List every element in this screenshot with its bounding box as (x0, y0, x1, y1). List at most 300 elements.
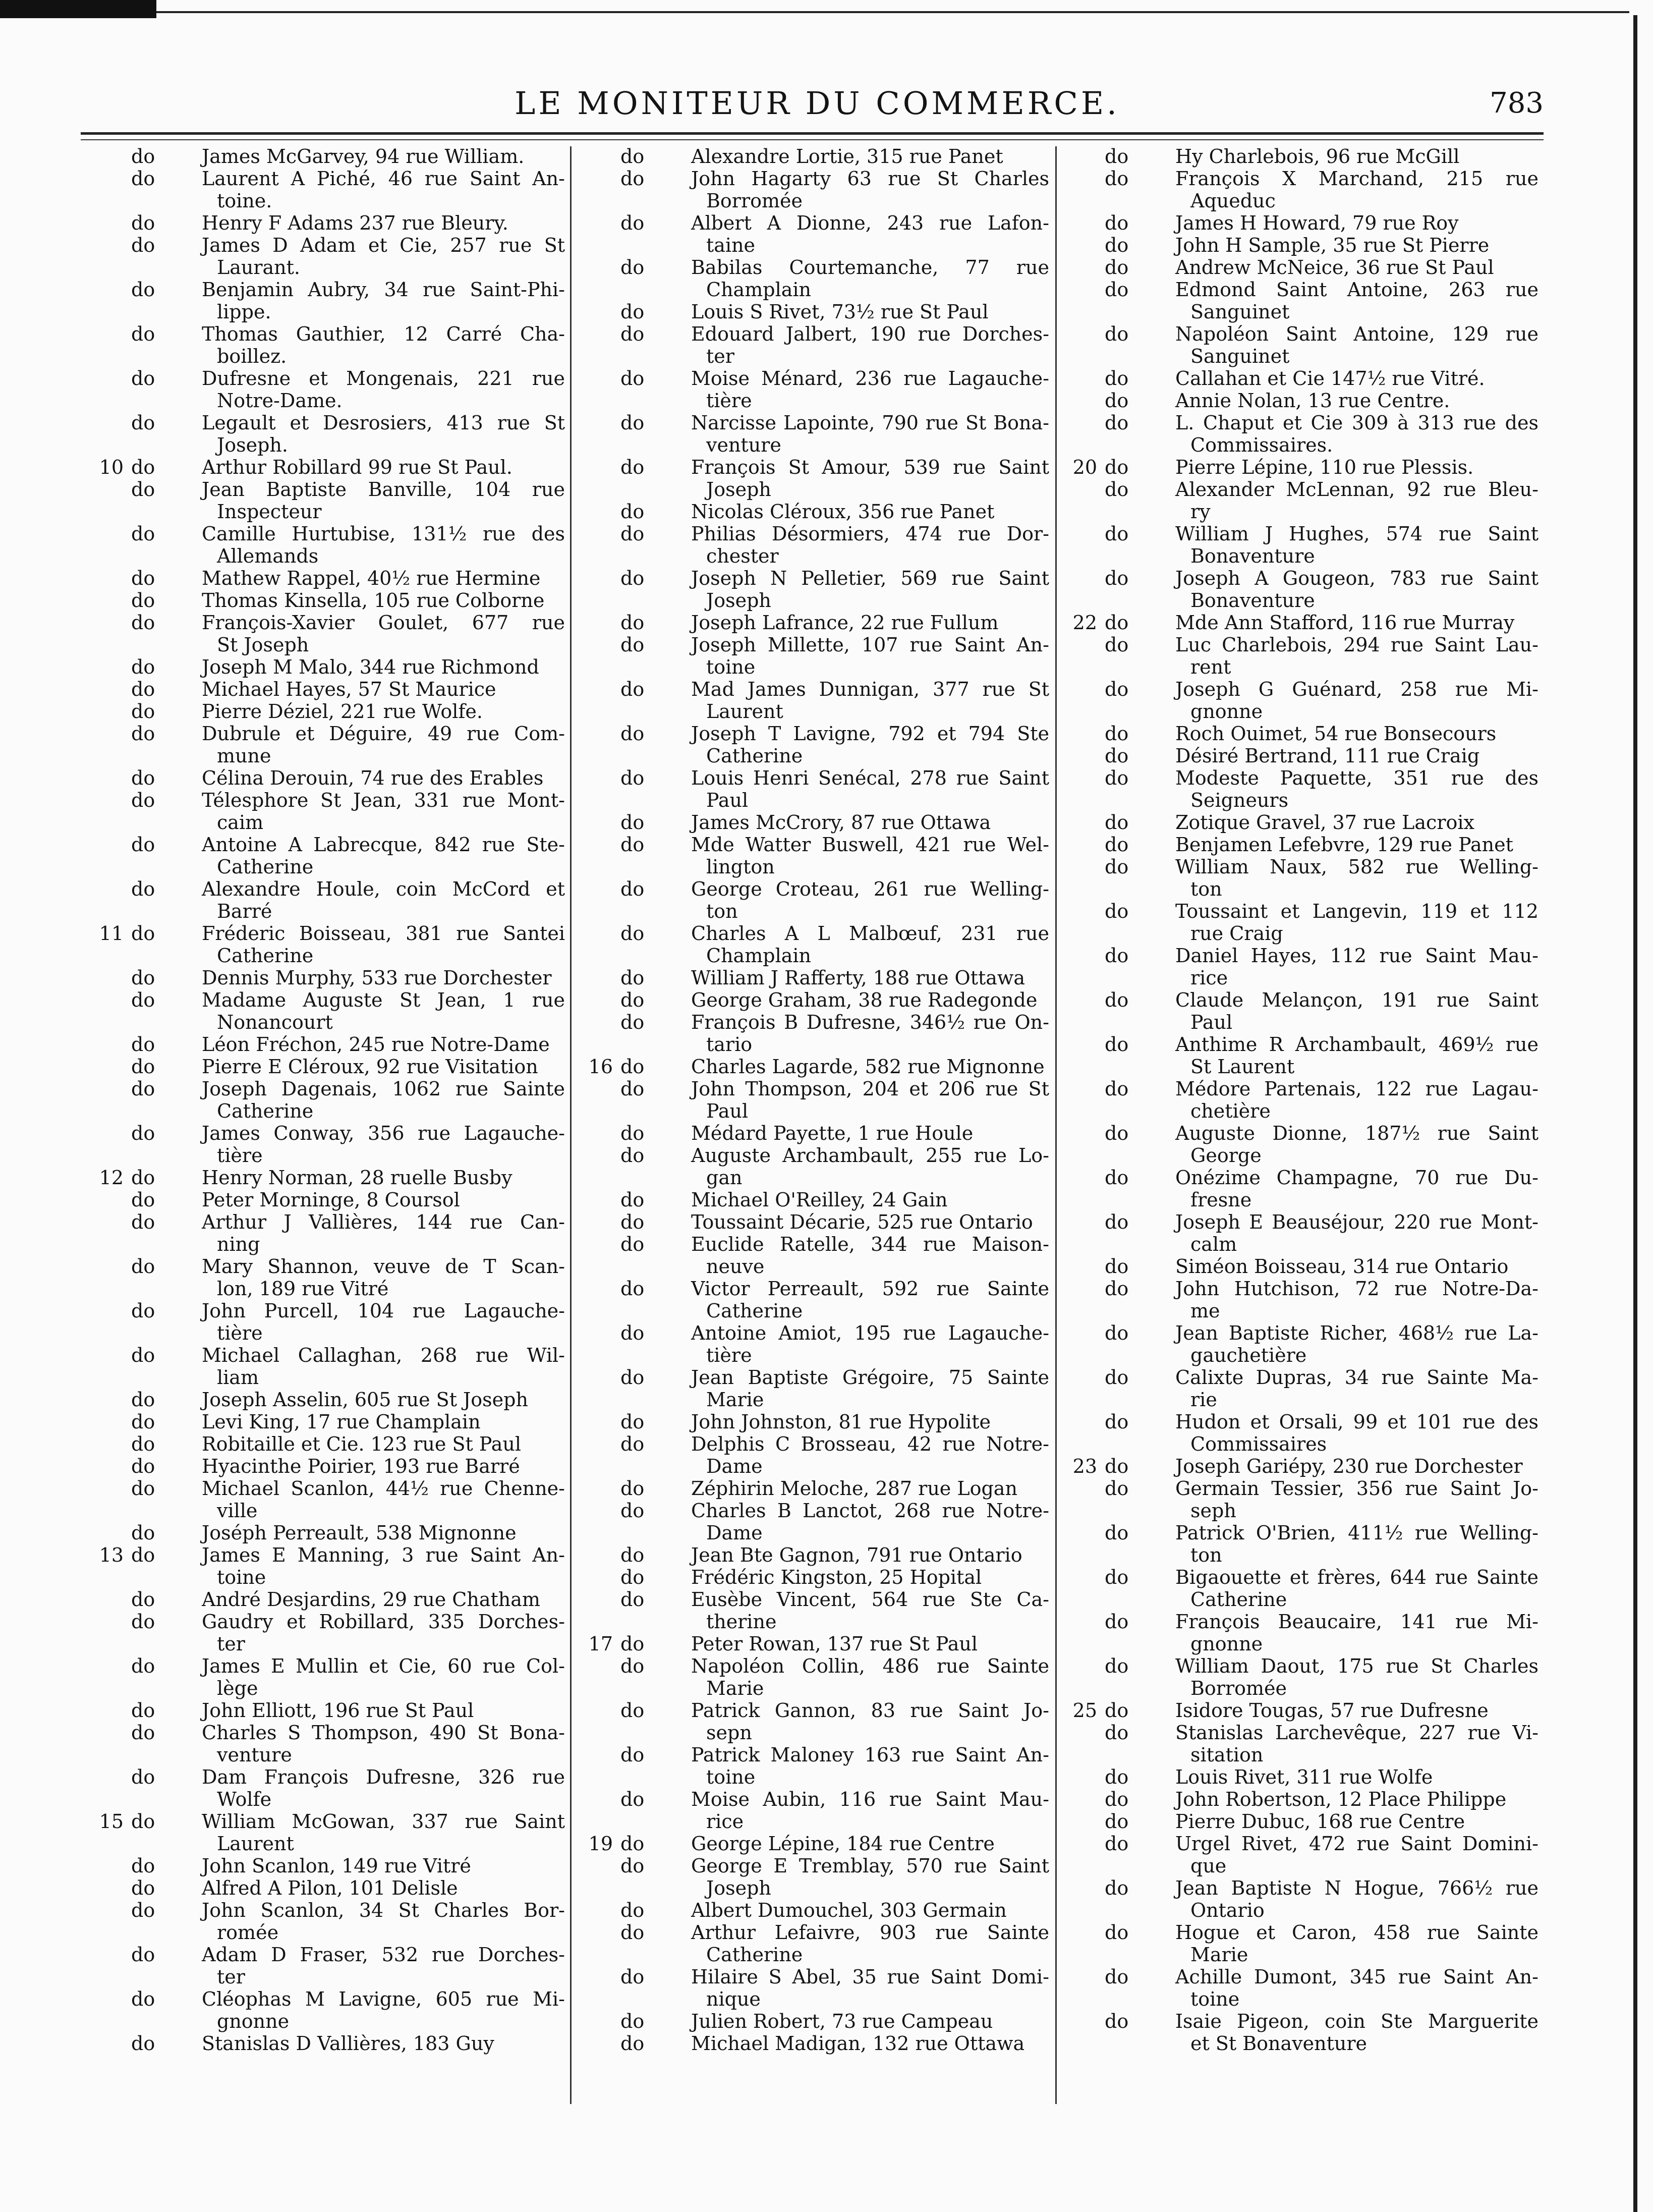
entry-ditto-mark: do (131, 767, 155, 789)
directory-entry (1059, 678, 1544, 723)
directory-entry (1059, 989, 1544, 1033)
directory-entry (86, 1611, 570, 1655)
entry-continuation: Inspecteur (217, 501, 322, 523)
entry-continuation: toine (706, 656, 756, 678)
directory-entry (575, 1011, 1054, 1056)
directory-entry (575, 1122, 1054, 1144)
entry-ditto-mark: do (1105, 1455, 1129, 1477)
entry-continuation: ter (706, 345, 734, 367)
entry-name-address: Germain Tessier, 356 rue Saint Jo- (1175, 1477, 1538, 1500)
entry-ditto-mark: do (1105, 145, 1129, 168)
entry-ditto-mark: do (131, 922, 155, 945)
directory-entry (86, 1078, 570, 1122)
entry-ditto-mark: do (1105, 945, 1129, 967)
directory-entry (1059, 1167, 1544, 1211)
entry-name-address: François-Xavier Goulet, 677 rue (202, 612, 565, 634)
entry-name-address: Annie Nolan, 13 rue Centre. (1175, 390, 1450, 412)
entry-continuation: Catherine (217, 1100, 314, 1122)
entry-name-address: William McGowan, 337 rue Saint (202, 1810, 565, 1833)
directory-entry (575, 922, 1054, 967)
entry-name-address: Modeste Paquette, 351 rue des (1175, 767, 1538, 789)
entry-ditto-mark: do (131, 656, 155, 678)
directory-entry (1059, 390, 1544, 412)
entry-ditto-mark: do (131, 1477, 155, 1500)
directory-entry (1059, 1810, 1544, 1833)
directory-entry (1059, 634, 1544, 678)
directory-entry (86, 478, 570, 523)
directory-entry (86, 1522, 570, 1544)
directory-entry (1059, 2010, 1544, 2055)
entry-continuation: tière (217, 1144, 263, 1167)
directory-entry (575, 256, 1054, 301)
directory-entry (575, 501, 1054, 523)
entry-ditto-mark: do (620, 1966, 645, 1988)
directory-entry (1059, 1122, 1544, 1167)
entry-ditto-mark: do (131, 589, 155, 612)
page-title: LE MONITEUR DU COMMERCE. (515, 85, 1120, 122)
entry-continuation: neuve (706, 1255, 765, 1278)
entry-continuation: ton (1190, 1544, 1222, 1566)
directory-entry (86, 1699, 570, 1722)
directory-entry (1059, 567, 1544, 612)
directory-entry (1059, 1522, 1544, 1566)
entry-ditto-mark: do (1105, 2010, 1129, 2032)
directory-entry (86, 1167, 570, 1189)
entry-ditto-mark: do (131, 967, 155, 989)
entry-ditto-mark: do (131, 678, 155, 700)
entry-ditto-mark: do (620, 567, 645, 589)
directory-entry (575, 168, 1054, 212)
entry-date-number: 20 (1072, 456, 1097, 478)
entry-name-address: Joseph G Guénard, 258 rue Mi- (1175, 678, 1538, 700)
entry-date-number: 23 (1072, 1455, 1097, 1477)
entry-ditto-mark: do (1105, 234, 1129, 256)
entry-continuation: ville (217, 1500, 258, 1522)
directory-column-2 (575, 145, 1054, 2108)
entry-continuation: lège (217, 1677, 258, 1699)
entry-date-number: 22 (1072, 612, 1097, 634)
entry-ditto-mark: do (1105, 168, 1129, 190)
entry-name-address: James E Manning, 3 rue Saint An- (202, 1544, 565, 1566)
directory-entry (1059, 945, 1544, 989)
directory-entry (1059, 811, 1544, 834)
entry-name-address: Calixte Dupras, 34 rue Sainte Ma- (1175, 1366, 1538, 1389)
entry-name-address: John Hutchison, 72 rue Notre-Da- (1175, 1278, 1538, 1300)
directory-entry (86, 878, 570, 922)
entry-continuation: Champlain (706, 945, 811, 967)
entry-date-number: 12 (99, 1167, 124, 1189)
entry-name-address: Edmond Saint Antoine, 263 rue (1175, 279, 1538, 301)
entry-name-address: Albert Dumouchel, 303 Germain (691, 1899, 1007, 1921)
entry-name-address: Dufresne et Mongenais, 221 rue (202, 367, 565, 390)
entry-continuation: que (1190, 1855, 1227, 1877)
column-divider-1 (570, 146, 572, 2104)
entry-continuation: Marie (706, 1677, 764, 1699)
directory-entry (575, 1500, 1054, 1544)
entry-ditto-mark: do (1105, 1122, 1129, 1144)
entry-ditto-mark: do (1105, 1788, 1129, 1810)
entry-ditto-mark: do (131, 523, 155, 545)
entry-name-address: Michael Callaghan, 268 rue Wil- (202, 1344, 565, 1366)
directory-entry (86, 145, 570, 168)
entry-name-address: Pierre Déziel, 221 rue Wolfe. (202, 700, 483, 723)
entry-name-address: Arthur J Vallières, 144 rue Can- (202, 1211, 565, 1233)
entry-continuation: venture (706, 434, 781, 456)
entry-ditto-mark: do (131, 1766, 155, 1788)
entry-name-address: Onézime Champagne, 70 rue Du- (1175, 1167, 1538, 1189)
entry-name-address: Bigaouette et frères, 644 rue Sainte (1175, 1566, 1538, 1588)
entry-name-address: James McCrory, 87 rue Ottawa (691, 811, 991, 834)
entry-ditto-mark: do (1105, 456, 1129, 478)
entry-continuation: taine (706, 234, 756, 256)
entry-continuation: lington (706, 856, 775, 878)
entry-ditto-mark: do (1105, 900, 1129, 922)
entry-ditto-mark: do (620, 1744, 645, 1766)
directory-entry (575, 834, 1054, 878)
entry-continuation: Catherine (706, 1300, 803, 1322)
entry-ditto-mark: do (131, 367, 155, 390)
entry-ditto-mark: do (1105, 523, 1129, 545)
entry-continuation: ton (1190, 878, 1222, 900)
entry-name-address: George E Tremblay, 570 rue Saint (691, 1855, 1049, 1877)
entry-continuation: Commissaires (1190, 1433, 1327, 1455)
entry-name-address: Zotique Gravel, 37 rue Lacroix (1175, 811, 1474, 834)
directory-entry (1059, 1411, 1544, 1455)
entry-continuation: Borromée (1190, 1677, 1287, 1699)
entry-name-address: John Johnston, 81 rue Hypolite (691, 1411, 991, 1433)
entry-name-address: Joseph M Malo, 344 rue Richmond (202, 656, 539, 678)
entry-ditto-mark: do (131, 1699, 155, 1722)
entry-ditto-mark: do (1105, 811, 1129, 834)
entry-continuation: rent (1190, 656, 1231, 678)
entry-name-address: James E Mullin et Cie, 60 rue Col- (202, 1655, 565, 1677)
entry-ditto-mark: do (620, 1855, 645, 1877)
directory-entry (86, 1655, 570, 1699)
entry-continuation: calm (1190, 1233, 1237, 1255)
entry-ditto-mark: do (1105, 1810, 1129, 1833)
entry-name-address: Toussaint Décarie, 525 rue Ontario (691, 1211, 1033, 1233)
page-number: 783 (1490, 87, 1544, 120)
directory-entry (86, 367, 570, 412)
entry-name-address: Peter Rowan, 137 rue St Paul (691, 1633, 978, 1655)
directory-entry (575, 878, 1054, 922)
entry-ditto-mark: do (620, 1189, 645, 1211)
entry-continuation: Sanguinet (1190, 345, 1290, 367)
entry-continuation: Laurent (706, 700, 783, 723)
entry-ditto-mark: do (131, 1122, 155, 1144)
directory-entry (86, 1944, 570, 1988)
directory-entry (86, 279, 570, 323)
entry-name-address: Dam François Dufresne, 326 rue (202, 1766, 565, 1788)
entry-name-address: Michael Scanlon, 44½ rue Chenne- (202, 1477, 565, 1500)
entry-continuation: tière (706, 390, 752, 412)
entry-name-address: François Beaucaire, 141 rue Mi- (1175, 1611, 1538, 1633)
entry-name-address: Alexander McLennan, 92 rue Bleu- (1175, 478, 1538, 501)
directory-entry (1059, 723, 1544, 745)
directory-entry (1059, 900, 1544, 945)
entry-ditto-mark: do (1105, 1722, 1129, 1744)
entry-continuation: Marie (706, 1389, 764, 1411)
entry-continuation: gan (706, 1167, 743, 1189)
entry-continuation: tario (706, 1033, 753, 1056)
entry-name-address: Gaudry et Robillard, 335 Dorches- (202, 1611, 565, 1633)
entry-name-address: François B Dufresne, 346½ rue On- (691, 1011, 1049, 1033)
entry-name-address: Thomas Gauthier, 12 Carré Cha- (202, 323, 565, 345)
entry-ditto-mark: do (1105, 256, 1129, 279)
entry-ditto-mark: do (131, 1588, 155, 1611)
directory-entry (86, 1122, 570, 1167)
entry-name-address: Médard Payette, 1 rue Houle (691, 1122, 974, 1144)
entry-name-address: Fréderic Boisseau, 381 rue Santei (202, 922, 565, 945)
entry-name-address: Alfred A Pilon, 101 Delisle (202, 1877, 458, 1899)
entry-name-address: Jean Baptiste N Hogue, 766½ rue (1175, 1877, 1538, 1899)
entry-continuation: Ontario (1190, 1899, 1265, 1921)
entry-ditto-mark: do (1105, 1566, 1129, 1588)
entry-continuation: Marie (1190, 1944, 1248, 1966)
entry-ditto-mark: do (620, 256, 645, 279)
entry-ditto-mark: do (131, 279, 155, 301)
directory-entry (575, 1056, 1054, 1078)
entry-ditto-mark: do (620, 1544, 645, 1566)
entry-name-address: Stanislas D Vallières, 183 Guy (202, 2032, 494, 2055)
entry-ditto-mark: do (131, 1810, 155, 1833)
entry-name-address: Robitaille et Cie. 123 rue St Paul (202, 1433, 521, 1455)
entry-name-address: George Graham, 38 rue Radegonde (691, 989, 1038, 1011)
entry-continuation: toine (217, 1566, 266, 1588)
entry-date-number: 11 (99, 922, 124, 945)
entry-date-number: 17 (588, 1633, 613, 1655)
entry-name-address: Anthime R Archambault, 469½ rue (1175, 1033, 1538, 1056)
entry-continuation: gnonne (1190, 700, 1263, 723)
directory-entry (575, 523, 1054, 567)
entry-ditto-mark: do (1105, 1699, 1129, 1722)
entry-name-address: Pierre Lépine, 110 rue Plessis. (1175, 456, 1474, 478)
entry-name-address: Auguste Archambault, 255 rue Lo- (691, 1144, 1049, 1167)
entry-date-number: 19 (588, 1833, 613, 1855)
entry-name-address: Philias Désormiers, 474 rue Dor- (691, 523, 1049, 545)
entry-ditto-mark: do (620, 1921, 645, 1944)
entry-continuation: Laurent (217, 1833, 294, 1855)
directory-entry (575, 767, 1054, 811)
directory-entry (575, 1278, 1054, 1322)
entry-ditto-mark: do (620, 2032, 645, 2055)
directory-entry (86, 1189, 570, 1211)
entry-ditto-mark: do (1105, 1477, 1129, 1500)
entry-name-address: Joseph N Pelletier, 569 rue Saint (691, 567, 1049, 589)
entry-name-address: Victor Perreault, 592 rue Sainte (691, 1278, 1049, 1300)
directory-entry (86, 1389, 570, 1411)
directory-entry (1059, 1788, 1544, 1810)
entry-name-address: Joseph T Lavigne, 792 et 794 Ste (691, 723, 1049, 745)
directory-entry (86, 168, 570, 212)
entry-name-address: William J Rafferty, 188 rue Ottawa (691, 967, 1025, 989)
entry-name-address: Euclide Ratelle, 344 rue Maison- (691, 1233, 1049, 1255)
entry-ditto-mark: do (1105, 1078, 1129, 1100)
directory-entry (1059, 1699, 1544, 1722)
entry-continuation: Laurant. (217, 256, 301, 279)
entry-name-address: Alexandre Lortie, 315 rue Panet (691, 145, 1003, 168)
entry-ditto-mark: do (620, 1477, 645, 1500)
entry-continuation: Paul (1190, 1011, 1233, 1033)
entry-name-address: L. Chaput et Cie 309 à 313 rue des (1175, 412, 1538, 434)
entry-name-address: André Desjardins, 29 rue Chatham (202, 1588, 540, 1611)
entry-name-address: Moise Aubin, 116 rue Saint Mau- (691, 1788, 1049, 1810)
entry-name-address: Charles S Thompson, 490 St Bona- (202, 1722, 565, 1744)
entry-ditto-mark: do (131, 1522, 155, 1544)
directory-entry (86, 1588, 570, 1611)
entry-ditto-mark: do (620, 1122, 645, 1144)
entry-name-address: Daniel Hayes, 112 rue Saint Mau- (1175, 945, 1538, 967)
entry-ditto-mark: do (1105, 1211, 1129, 1233)
entry-continuation: romée (217, 1921, 279, 1944)
entry-continuation: ry (1190, 501, 1211, 523)
entry-ditto-mark: do (131, 789, 155, 811)
directory-entry (1059, 1211, 1544, 1255)
directory-entry (86, 1722, 570, 1766)
directory-entry (86, 612, 570, 656)
entry-name-address: Legault et Desrosiers, 413 rue St (202, 412, 565, 434)
entry-name-address: Mathew Rappel, 40½ rue Hermine (202, 567, 541, 589)
entry-name-address: Louis Henri Senécal, 278 rue Saint (691, 767, 1049, 789)
entry-ditto-mark: do (620, 922, 645, 945)
directory-entry (86, 456, 570, 478)
entry-continuation: sitation (1190, 1744, 1264, 1766)
entry-name-address: Mary Shannon, veuve de T Scan- (202, 1255, 565, 1278)
entry-name-address: Benjamin Aubry, 34 rue Saint-Phi- (202, 279, 565, 301)
entry-name-address: François St Amour, 539 rue Saint (691, 456, 1049, 478)
entry-ditto-mark: do (620, 767, 645, 789)
entry-continuation: mune (217, 745, 271, 767)
entry-name-address: Hogue et Caron, 458 rue Sainte (1175, 1921, 1538, 1944)
entry-ditto-mark: do (131, 1455, 155, 1477)
entry-ditto-mark: do (620, 811, 645, 834)
entry-continuation: Sanguinet (1190, 301, 1290, 323)
entry-ditto-mark: do (1105, 989, 1129, 1011)
entry-continuation: venture (217, 1744, 292, 1766)
entry-ditto-mark: do (131, 700, 155, 723)
directory-entry (575, 1566, 1054, 1588)
entry-name-address: Levi King, 17 rue Champlain (202, 1411, 481, 1433)
directory-entry (86, 656, 570, 678)
directory-entry (1059, 456, 1544, 478)
directory-entry (1059, 523, 1544, 567)
entry-ditto-mark: do (1105, 478, 1129, 501)
entry-continuation: Champlain (706, 279, 811, 301)
directory-entry (86, 234, 570, 279)
entry-continuation: Catherine (1190, 1588, 1287, 1611)
directory-entry (575, 301, 1054, 323)
entry-continuation: Catherine (706, 745, 803, 767)
entry-name-address: Urgel Rivet, 472 rue Saint Domini- (1175, 1833, 1538, 1855)
directory-entry (86, 212, 570, 234)
entry-ditto-mark: do (131, 567, 155, 589)
entry-continuation: George (1190, 1144, 1262, 1167)
entry-ditto-mark: do (131, 323, 155, 345)
directory-entry (86, 2032, 570, 2055)
entry-name-address: Achille Dumont, 345 rue Saint An- (1175, 1966, 1538, 1988)
directory-entry (575, 1788, 1054, 1833)
entry-ditto-mark: do (131, 878, 155, 900)
directory-entry (575, 2010, 1054, 2032)
directory-entry (1059, 834, 1544, 856)
entry-ditto-mark: do (1105, 1655, 1129, 1677)
directory-entry (1059, 478, 1544, 523)
directory-entry (575, 1544, 1054, 1566)
entry-name-address: Laurent A Piché, 46 rue Saint An- (202, 168, 565, 190)
directory-entry (86, 1855, 570, 1877)
entry-name-address: Mde Watter Buswell, 421 rue Wel- (691, 834, 1049, 856)
directory-entry (1059, 745, 1544, 767)
entry-ditto-mark: do (131, 1433, 155, 1455)
entry-name-address: Camille Hurtubise, 131½ rue des (202, 523, 565, 545)
entry-name-address: Joseph Dagenais, 1062 rue Sainte (202, 1078, 565, 1100)
directory-entry (575, 1411, 1054, 1433)
entry-ditto-mark: do (1105, 1255, 1129, 1278)
entry-ditto-mark: do (1105, 834, 1129, 856)
entry-name-address: John Purcell, 104 rue Lagauche- (202, 1300, 565, 1322)
entry-ditto-mark: do (1105, 634, 1129, 656)
directory-entry (575, 212, 1054, 256)
entry-name-address: William Daout, 175 rue St Charles (1175, 1655, 1538, 1677)
entry-continuation: Joseph (706, 1877, 771, 1899)
directory-entry (86, 767, 570, 789)
entry-continuation: Bonaventure (1190, 545, 1315, 567)
entry-name-address: Benjamen Lefebvre, 129 rue Panet (1175, 834, 1513, 856)
entry-continuation: tière (706, 1344, 752, 1366)
entry-ditto-mark: do (131, 1056, 155, 1078)
entry-ditto-mark: do (1105, 767, 1129, 789)
entry-continuation: Joseph (706, 478, 771, 501)
entry-continuation: gnonne (1190, 1633, 1263, 1655)
entry-ditto-mark: do (620, 1211, 645, 1233)
entry-name-address: François X Marchand, 215 rue (1175, 168, 1538, 190)
entry-name-address: Jean Baptiste Grégoire, 75 Sainte (691, 1366, 1049, 1389)
entry-ditto-mark: do (620, 456, 645, 478)
directory-entry (1059, 279, 1544, 323)
scan-right-edge (1633, 15, 1637, 2212)
entry-continuation: chester (706, 545, 779, 567)
directory-entry (86, 922, 570, 967)
entry-name-address: John Hagarty 63 rue St Charles (691, 168, 1049, 190)
entry-ditto-mark: do (1105, 1411, 1129, 1433)
entry-name-address: Napoléon Saint Antoine, 129 rue (1175, 323, 1538, 345)
entry-ditto-mark: do (131, 168, 155, 190)
directory-entry (86, 1455, 570, 1477)
directory-entry (575, 1899, 1054, 1921)
entry-date-number: 13 (99, 1544, 124, 1566)
entry-name-address: Callahan et Cie 147½ rue Vitré. (1175, 367, 1485, 390)
entry-ditto-mark: do (131, 1722, 155, 1744)
directory-entry (86, 1211, 570, 1255)
directory-entry (575, 1433, 1054, 1477)
directory-entry (1059, 1255, 1544, 1278)
directory-entry (1059, 256, 1544, 279)
directory-entry (1059, 1877, 1544, 1921)
entry-date-number: 10 (99, 456, 124, 478)
entry-ditto-mark: do (131, 1544, 155, 1566)
entry-continuation: ter (217, 1966, 245, 1988)
directory-entry (575, 1744, 1054, 1788)
directory-entry (86, 523, 570, 567)
entry-name-address: Célina Derouin, 74 rue des Erables (202, 767, 544, 789)
entry-ditto-mark: do (620, 834, 645, 856)
entry-name-address: Nicolas Cléroux, 356 rue Panet (691, 501, 995, 523)
entry-continuation: Aqueduc (1190, 190, 1276, 212)
directory-entry (575, 723, 1054, 767)
entry-ditto-mark: do (1105, 1033, 1129, 1056)
directory-entry (575, 412, 1054, 456)
entry-ditto-mark: do (620, 1588, 645, 1611)
